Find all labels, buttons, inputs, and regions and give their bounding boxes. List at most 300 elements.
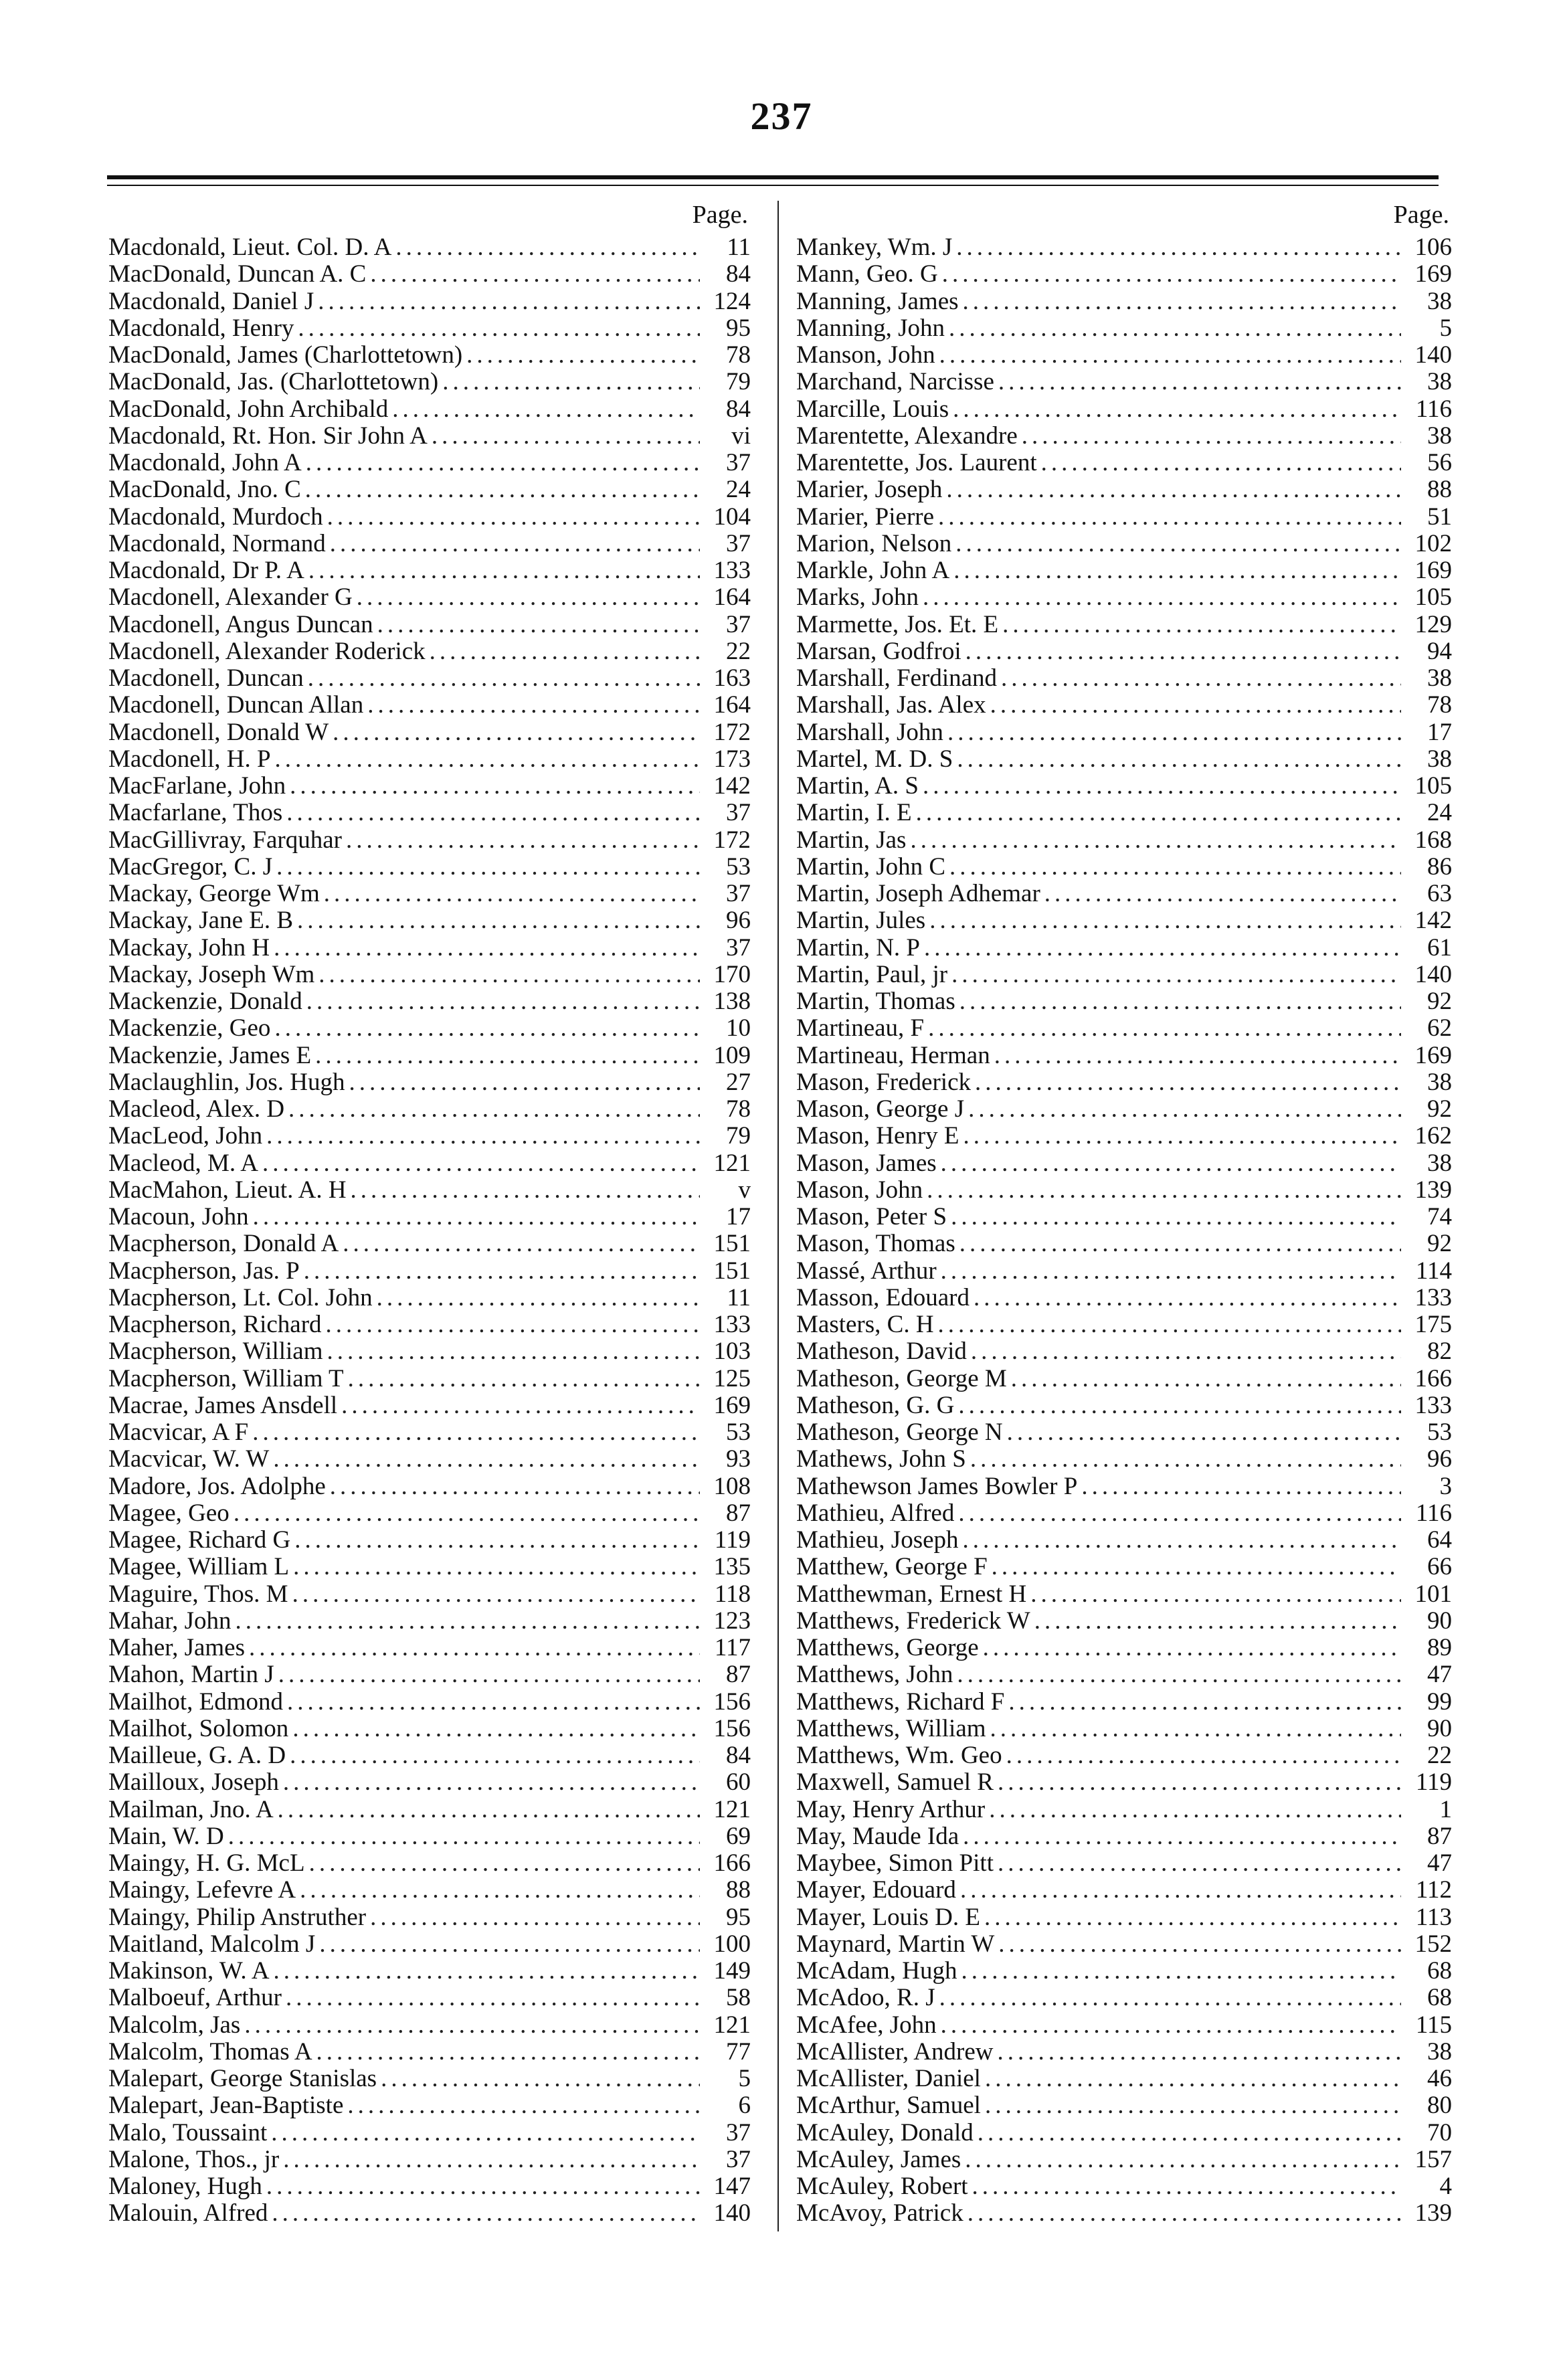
dot-leader <box>938 504 1401 531</box>
entry-name: Macpherson, Lt. Col. John <box>108 1284 373 1311</box>
entry-page-number: 96 <box>726 907 751 935</box>
dot-leader <box>273 1446 700 1473</box>
entry-page-number: 105 <box>1414 773 1452 800</box>
index-entry <box>796 1500 1452 1527</box>
entry-name: Matthews, John <box>796 1661 953 1689</box>
index-entry <box>796 584 1452 611</box>
entry-name: Marier, Pierre <box>796 503 935 531</box>
entry-name: Macpherson, Richard <box>108 1311 322 1338</box>
dot-leader <box>997 2039 1401 2066</box>
index-entry <box>108 1366 751 1392</box>
dot-leader <box>985 2066 1401 2092</box>
entry-name: Macdonell, Alexander Roderick <box>108 638 426 665</box>
index-entry <box>796 1958 1452 1985</box>
entry-page-number: 112 <box>1415 1877 1452 1904</box>
entry-page-number: 96 <box>1427 1446 1452 1473</box>
index-entry <box>796 1042 1452 1069</box>
dot-leader <box>949 854 1401 881</box>
dot-leader <box>357 584 700 611</box>
dot-leader <box>927 1177 1401 1204</box>
entry-name: Malepart, Jean-Baptiste <box>108 2092 344 2120</box>
dot-leader <box>377 1285 700 1311</box>
dot-leader <box>381 2066 700 2092</box>
entry-name: Mason, Peter S <box>796 1204 947 1230</box>
index-entry <box>108 2200 751 2227</box>
entry-name: Macdonald, Rt. Hon. Sir John A <box>108 422 428 450</box>
dot-leader <box>956 234 1401 261</box>
entry-name: MacLeod, John <box>108 1123 263 1150</box>
dot-leader <box>297 907 700 934</box>
entry-page-number: 135 <box>713 1554 751 1581</box>
entry-page-number: 116 <box>1415 395 1452 423</box>
entry-page-number: 129 <box>1414 611 1452 638</box>
dot-leader <box>998 1850 1401 1877</box>
dot-leader <box>309 1850 700 1877</box>
index-entry <box>108 1015 751 1042</box>
index-entry <box>796 369 1452 395</box>
index-entry <box>796 2012 1452 2039</box>
index-entry <box>108 719 751 746</box>
dot-leader <box>953 396 1401 423</box>
dot-leader <box>319 1931 700 1958</box>
entry-name: McAdam, Hugh <box>796 1958 957 1985</box>
entry-name: Martineau, Herman <box>796 1042 990 1069</box>
entry-name: Mason, George J <box>796 1096 965 1123</box>
dot-leader <box>924 935 1401 962</box>
index-entry <box>108 1177 751 1204</box>
entry-page-number: 5 <box>1439 314 1452 342</box>
index-entry <box>108 450 751 476</box>
index-entry <box>108 773 751 800</box>
entry-name: McAuley, James <box>796 2146 961 2173</box>
entry-name: Mackay, John H <box>108 934 270 962</box>
dot-leader <box>266 1123 700 1150</box>
index-entry <box>108 1500 751 1527</box>
entry-page-number: 47 <box>1427 1850 1452 1877</box>
entry-name: Matthews, William <box>796 1715 986 1742</box>
entry-name: Macpherson, Donald A <box>108 1230 339 1258</box>
dot-leader <box>946 476 1401 503</box>
entry-page-number: 117 <box>714 1635 751 1661</box>
entry-name: Martin, Jules <box>796 907 926 935</box>
index-entry <box>796 1985 1452 2011</box>
entry-page-number: 88 <box>726 1877 751 1904</box>
entry-page-number: 92 <box>1427 1096 1452 1123</box>
entry-page-number: 162 <box>1414 1123 1452 1150</box>
entry-page-number: 102 <box>1414 530 1452 557</box>
entry-name: Mahar, John <box>108 1607 232 1635</box>
entry-page-number: 37 <box>726 450 751 476</box>
entry-page-number: 121 <box>713 2011 751 2039</box>
entry-page-number: 90 <box>1427 1715 1452 1742</box>
entry-name: Mason, Henry E <box>796 1123 959 1150</box>
index-entry <box>108 1446 751 1473</box>
index-entry <box>796 1635 1452 1661</box>
dot-leader <box>968 1096 1401 1123</box>
entry-name: Macdonald, Daniel J <box>108 288 314 315</box>
entry-name: Mayer, Louis D. E <box>796 1904 980 1931</box>
index-entry <box>796 1366 1452 1392</box>
index-entry <box>108 2146 751 2173</box>
index-entry <box>108 1742 751 1769</box>
entry-name: Masters, C. H <box>796 1311 934 1338</box>
entry-page-number: 138 <box>713 988 751 1015</box>
entry-name: Macdonell, Donald W <box>108 719 329 746</box>
dot-leader <box>392 396 700 423</box>
index-entry <box>108 1904 751 1931</box>
entry-page-number: 93 <box>726 1446 751 1473</box>
dot-leader <box>283 1769 700 1796</box>
index-entry <box>108 692 751 719</box>
entry-name: Magee, Richard G <box>108 1527 291 1554</box>
entry-name: Macdonald, Murdoch <box>108 503 323 531</box>
index-entry <box>108 531 751 557</box>
index-entry <box>796 1931 1452 1958</box>
entry-name: Matthews, Frederick W <box>796 1607 1030 1635</box>
entry-page-number: 53 <box>726 1419 751 1446</box>
entry-page-number: 5 <box>738 2066 751 2092</box>
dot-leader <box>970 1446 1401 1473</box>
entry-name: Marsan, Godfroi <box>796 638 961 665</box>
entry-name: Mason, James <box>796 1150 937 1177</box>
entry-name: Mailleue, G. A. D <box>108 1742 286 1769</box>
index-entry <box>796 2066 1452 2092</box>
entry-page-number: 6 <box>738 2092 751 2120</box>
entry-page-number: 68 <box>1427 1958 1452 1985</box>
dot-leader <box>351 1177 700 1204</box>
entry-name: Macdonald, John A <box>108 450 302 476</box>
index-entry <box>108 746 751 773</box>
dot-leader <box>330 1473 700 1500</box>
entry-page-number: 38 <box>1427 369 1452 396</box>
index-entry <box>796 1661 1452 1688</box>
entry-page-number: 133 <box>713 1311 751 1338</box>
index-entry <box>108 476 751 503</box>
index-entry <box>108 854 751 881</box>
index-entry <box>108 935 751 962</box>
entry-page-number: 38 <box>1427 422 1452 450</box>
entry-page-number: 53 <box>1427 1419 1452 1446</box>
entry-page-number: 169 <box>1414 1042 1452 1069</box>
entry-page-number: 115 <box>1415 2011 1452 2039</box>
index-entry <box>796 1527 1452 1554</box>
dot-leader <box>228 1823 700 1850</box>
entry-page-number: 17 <box>726 1204 751 1230</box>
entry-name: Marshall, Jas. Alex <box>796 692 986 719</box>
dot-leader <box>992 1554 1401 1580</box>
index-entry <box>796 1230 1452 1257</box>
entry-page-number: 38 <box>1427 745 1452 773</box>
index-entry <box>108 1096 751 1123</box>
page-number: 237 <box>750 94 813 138</box>
entry-page-number: 121 <box>713 1796 751 1823</box>
dot-leader <box>994 1042 1401 1069</box>
index-entry <box>796 773 1452 800</box>
index-entry <box>108 1123 751 1150</box>
dot-leader <box>249 1635 700 1661</box>
entry-name: Mason, John <box>796 1176 923 1204</box>
entry-page-number: 11 <box>727 234 751 261</box>
entry-name: Maingy, Lefevre A <box>108 1877 296 1904</box>
entry-name: Mann, Geo. G <box>796 261 938 288</box>
index-entry <box>108 1473 751 1500</box>
entry-page-number: 108 <box>713 1473 751 1500</box>
dot-leader <box>957 746 1401 773</box>
entry-name: Mackay, George Wm <box>108 881 320 907</box>
dot-leader <box>430 638 700 665</box>
index-entry <box>796 450 1452 476</box>
entry-name: Maingy, H. G. McL <box>108 1850 305 1877</box>
dot-leader <box>972 2173 1401 2200</box>
index-entry <box>796 1258 1452 1285</box>
dot-leader <box>346 827 700 854</box>
index-entry <box>796 2092 1452 2119</box>
index-entry <box>108 1204 751 1230</box>
entry-page-number: 84 <box>726 395 751 423</box>
dot-leader <box>928 1015 1401 1042</box>
entry-name: Macrae, James Ansdell <box>108 1392 338 1419</box>
entry-page-number: 106 <box>1414 234 1452 261</box>
index-entry <box>796 1338 1452 1365</box>
index-entry <box>796 854 1452 881</box>
entry-name: Macdonell, Alexander G <box>108 584 353 612</box>
index-entry <box>796 1742 1452 1769</box>
entry-page-number: 4 <box>1439 2173 1452 2200</box>
dot-leader <box>253 1204 700 1230</box>
dot-leader <box>1044 881 1401 907</box>
dot-leader <box>951 962 1401 988</box>
dot-leader <box>941 1258 1401 1285</box>
index-entry <box>796 2200 1452 2227</box>
entry-page-number: 78 <box>726 342 751 369</box>
dot-leader <box>278 1797 700 1823</box>
dot-leader <box>989 1797 1401 1823</box>
index-entry <box>796 2039 1452 2066</box>
index-entry <box>108 1985 751 2011</box>
index-entry <box>108 1311 751 1338</box>
entry-page-number: 140 <box>1414 961 1452 988</box>
dot-leader <box>963 1123 1401 1150</box>
entry-name: Martin, Paul, jr <box>796 961 948 988</box>
entry-page-number: 157 <box>1414 2146 1452 2173</box>
index-entry <box>108 1635 751 1661</box>
entry-page-number: 64 <box>1427 1527 1452 1554</box>
dot-leader <box>349 1069 700 1096</box>
dot-leader <box>971 1338 1401 1365</box>
entry-name: Matthews, Wm. Geo <box>796 1742 1002 1769</box>
entry-page-number: 166 <box>1414 1365 1452 1392</box>
entry-name: Malcolm, Thomas A <box>108 2038 312 2066</box>
index-entry <box>796 557 1452 584</box>
dot-leader <box>341 1392 700 1419</box>
entry-name: Massé, Arthur <box>796 1257 937 1285</box>
index-entry <box>796 719 1452 746</box>
entry-name: Matheson, George M <box>796 1365 1007 1392</box>
index-entry <box>108 1877 751 1904</box>
entry-page-number: 11 <box>727 1284 751 1311</box>
entry-page-number: 78 <box>1427 692 1452 719</box>
index-entry <box>796 1877 1452 1904</box>
entry-page-number: 17 <box>1427 719 1452 746</box>
dot-leader <box>432 423 700 450</box>
index-entry <box>108 1042 751 1069</box>
dot-leader <box>370 1904 700 1931</box>
entry-page-number: 87 <box>726 1499 751 1527</box>
entry-page-number: 92 <box>1427 988 1452 1015</box>
entry-name: Malouin, Alfred <box>108 2200 268 2227</box>
index-entry <box>796 907 1452 934</box>
index-entry <box>796 315 1452 342</box>
index-entry <box>108 1554 751 1580</box>
dot-leader <box>974 1285 1401 1311</box>
index-entry <box>796 1608 1452 1635</box>
column-divider <box>777 201 779 2231</box>
dot-leader <box>923 773 1401 800</box>
index-entry <box>796 1769 1452 1796</box>
dot-leader <box>975 1069 1401 1096</box>
entry-name: Mayer, Edouard <box>796 1877 956 1904</box>
index-entry <box>796 476 1452 503</box>
entry-name: Martineau, F <box>796 1015 925 1042</box>
entry-name: Martin, I. E <box>796 800 912 827</box>
entry-page-number: 123 <box>713 1607 751 1635</box>
entry-page-number: 38 <box>1427 665 1452 692</box>
dot-leader <box>963 1527 1401 1554</box>
dot-leader <box>276 854 700 881</box>
index-entry <box>108 1392 751 1419</box>
entry-name: Macfarlane, Thos <box>108 800 283 827</box>
entry-page-number: 140 <box>713 2200 751 2227</box>
index-entry <box>796 288 1452 315</box>
index-entry <box>796 423 1452 450</box>
index-entry <box>108 827 751 854</box>
dot-leader <box>271 2120 700 2146</box>
dot-leader <box>966 638 1401 665</box>
entry-name: Magee, William L <box>108 1554 290 1581</box>
entry-name: Macleod, M. A <box>108 1150 259 1177</box>
entry-page-number: 10 <box>726 1015 751 1042</box>
index-entry <box>796 800 1452 826</box>
dot-leader <box>370 261 700 288</box>
entry-page-number: 140 <box>1414 342 1452 369</box>
entry-page-number: 133 <box>713 557 751 584</box>
entry-page-number: 119 <box>714 1527 751 1554</box>
dot-leader <box>287 1689 700 1716</box>
entry-page-number: 124 <box>713 288 751 315</box>
dot-leader <box>963 288 1401 315</box>
entry-name: Macpherson, William <box>108 1338 323 1366</box>
dot-leader <box>235 1608 700 1635</box>
index-entry <box>108 288 751 315</box>
entry-name: Matheson, G. G <box>796 1392 955 1419</box>
entry-page-number: 173 <box>713 745 751 773</box>
index-entry <box>108 369 751 395</box>
entry-name: Macdonald, Henry <box>108 314 294 342</box>
right-column-entries <box>796 234 1452 2227</box>
entry-page-number: 46 <box>1427 2066 1452 2092</box>
left-column-page-heading: Page. <box>692 201 748 229</box>
entry-page-number: 58 <box>726 1985 751 2012</box>
entry-page-number: 22 <box>726 638 751 665</box>
index-entry <box>108 962 751 988</box>
index-entry <box>108 423 751 450</box>
dot-leader <box>1022 423 1401 450</box>
index-entry <box>796 1446 1452 1473</box>
dot-leader <box>1030 1581 1401 1608</box>
entry-name: McAuley, Donald <box>796 2119 974 2146</box>
dot-leader <box>292 1581 700 1608</box>
index-entry <box>108 881 751 907</box>
entry-page-number: 156 <box>713 1715 751 1742</box>
entry-page-number: 142 <box>713 773 751 800</box>
entry-name: Maxwell, Samuel R <box>796 1769 994 1797</box>
dot-leader <box>316 2039 700 2066</box>
entry-name: Mailman, Jno. A <box>108 1796 274 1823</box>
entry-name: Mackay, Joseph Wm <box>108 961 315 988</box>
dot-leader <box>949 315 1401 342</box>
entry-name: Mailhot, Edmond <box>108 1688 284 1716</box>
entry-name: MacFarlane, John <box>108 773 286 800</box>
entry-name: Marcille, Louis <box>796 395 949 423</box>
index-entry <box>108 2039 751 2066</box>
entry-page-number: 121 <box>713 1150 751 1177</box>
dot-leader <box>288 1096 700 1123</box>
entry-page-number: 101 <box>1414 1580 1452 1608</box>
index-entry <box>796 1069 1452 1096</box>
entry-page-number: 118 <box>714 1580 751 1608</box>
entry-page-number: v <box>738 1176 751 1204</box>
entry-name: Martel, M. D. S <box>796 745 953 773</box>
entry-name: Matthews, George <box>796 1635 979 1661</box>
dot-leader <box>294 1527 700 1554</box>
dot-leader <box>916 800 1401 826</box>
index-entry <box>108 1850 751 1877</box>
entry-page-number: 133 <box>1414 1392 1452 1419</box>
entry-name: MacDonald, Jno. C <box>108 476 301 504</box>
entry-name: Magee, Geo <box>108 1499 229 1527</box>
entry-page-number: 95 <box>726 1904 751 1931</box>
dot-leader <box>958 1500 1401 1527</box>
dot-leader <box>286 800 700 826</box>
dot-leader <box>275 746 700 773</box>
index-entry <box>108 1258 751 1285</box>
dot-leader <box>272 2200 700 2227</box>
dot-leader <box>961 1958 1401 1985</box>
entry-name: Macdonald, Normand <box>108 530 326 557</box>
index-entry <box>796 881 1452 907</box>
entry-page-number: vi <box>731 422 751 450</box>
entry-page-number: 169 <box>1414 261 1452 288</box>
entry-name: Macdonald, Lieut. Col. D. A <box>108 234 392 261</box>
index-entry <box>108 261 751 288</box>
dot-leader <box>234 1500 700 1527</box>
dot-leader <box>938 1311 1401 1338</box>
index-entry <box>796 612 1452 638</box>
index-entry <box>108 2173 751 2200</box>
entry-name: Maguire, Thos. M <box>108 1580 288 1608</box>
entry-name: Matheson, George N <box>796 1419 1003 1446</box>
index-entry <box>108 557 751 584</box>
entry-name: Macoun, John <box>108 1204 249 1230</box>
entry-page-number: 164 <box>713 584 751 612</box>
index-entry <box>108 988 751 1015</box>
entry-page-number: 163 <box>713 665 751 692</box>
index-entry <box>108 1230 751 1257</box>
index-entry <box>796 504 1452 531</box>
dot-leader <box>957 1661 1401 1688</box>
right-column-page-heading: Page. <box>1393 201 1449 229</box>
entry-name: Maher, James <box>108 1635 246 1661</box>
